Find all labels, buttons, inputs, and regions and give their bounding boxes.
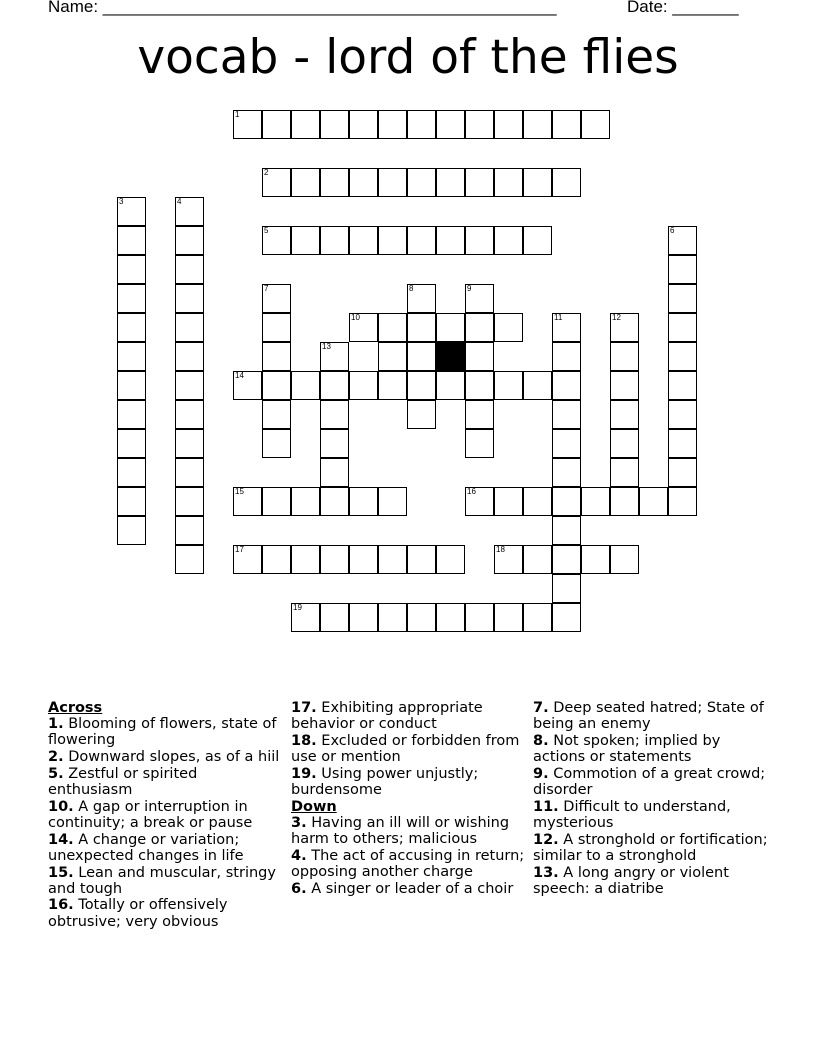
grid-cell[interactable] <box>117 284 146 313</box>
grid-cell[interactable] <box>436 313 465 342</box>
black-cell <box>436 342 465 371</box>
clue-number-label: 15. <box>48 864 74 881</box>
grid-cell[interactable] <box>175 371 204 400</box>
clue-number: 16 <box>467 487 476 496</box>
grid-cell[interactable] <box>262 313 291 342</box>
grid-cell[interactable] <box>117 516 146 545</box>
grid-cell[interactable] <box>668 313 697 342</box>
clue-number-label: 12. <box>533 831 559 848</box>
clues-column-1 <box>48 700 284 930</box>
clue-text: Not spoken; implied by actions or statements <box>533 732 721 766</box>
grid-cell[interactable] <box>523 487 552 516</box>
grid-cell[interactable] <box>291 110 320 139</box>
grid-cell[interactable] <box>668 371 697 400</box>
grid-cell[interactable] <box>494 603 523 632</box>
clue-text: A stronghold or fortification; similar to a stronghold <box>533 831 768 864</box>
grid-cell[interactable] <box>610 458 639 487</box>
grid-cell[interactable] <box>175 342 204 371</box>
grid-cell[interactable] <box>436 168 465 197</box>
clue-text: Lean and muscular, stringy and tough <box>48 864 276 897</box>
grid-cell[interactable] <box>378 371 407 400</box>
grid-cell[interactable] <box>465 168 494 197</box>
grid-cell[interactable] <box>117 371 146 400</box>
grid-cell[interactable] <box>175 197 204 226</box>
grid-cell[interactable] <box>552 313 581 342</box>
clue-text: Excluded or forbidden from use or mention <box>291 732 520 766</box>
grid-cell[interactable] <box>175 545 204 574</box>
grid-cell[interactable] <box>494 545 523 574</box>
grid-cell[interactable] <box>668 255 697 284</box>
grid-cell[interactable] <box>552 168 581 197</box>
grid-cell[interactable] <box>291 487 320 516</box>
grid-cell[interactable] <box>117 458 146 487</box>
clue-number: 19 <box>293 603 302 612</box>
grid-cell[interactable] <box>262 545 291 574</box>
clue-number: 1 <box>235 110 240 119</box>
clue-text: Blooming of flowers, state of flowering <box>48 716 277 749</box>
clue-text: A change or variation; unexpected changes in life <box>48 831 244 864</box>
clue-number-label: 16. <box>48 897 74 914</box>
grid-cell[interactable] <box>320 487 349 516</box>
clue-number-label: 18. <box>291 732 317 749</box>
grid-cell[interactable] <box>378 545 407 574</box>
grid-cell[interactable] <box>610 429 639 458</box>
grid-cell[interactable] <box>668 487 697 516</box>
grid-cell[interactable] <box>378 168 407 197</box>
clue-text: Deep seated hatred; State of being an enemy <box>533 700 764 733</box>
grid-cell[interactable] <box>320 603 349 632</box>
grid-cell[interactable] <box>668 458 697 487</box>
grid-cell[interactable] <box>320 226 349 255</box>
grid-cell[interactable] <box>465 284 494 313</box>
grid-cell[interactable] <box>291 545 320 574</box>
grid-cell[interactable] <box>407 313 436 342</box>
clue-number: 12 <box>612 313 621 322</box>
grid-cell[interactable] <box>407 284 436 313</box>
name-field[interactable]: Name: ________________________________________________ <box>48 0 557 16</box>
clue-number-label: 4. <box>291 847 307 864</box>
grid-cell[interactable] <box>378 487 407 516</box>
clue-text: Difficult to understand, mysterious <box>533 798 731 831</box>
clue-number: 3 <box>119 197 124 206</box>
grid-cell[interactable] <box>465 400 494 429</box>
grid-cell[interactable] <box>262 284 291 313</box>
grid-cell[interactable] <box>175 284 204 313</box>
clue-number: 8 <box>409 284 414 293</box>
grid-cell[interactable] <box>407 603 436 632</box>
clue-number: 18 <box>496 545 505 554</box>
grid-cell[interactable] <box>610 371 639 400</box>
clue-across <box>48 749 284 765</box>
clue-number-label: 10. <box>48 798 74 815</box>
grid-cell[interactable] <box>349 603 378 632</box>
down-heading: Down <box>291 798 337 815</box>
grid-cell[interactable] <box>407 371 436 400</box>
clue-number-label: 14. <box>48 831 74 848</box>
grid-cell[interactable] <box>465 603 494 632</box>
grid-cell[interactable] <box>291 371 320 400</box>
grid-cell[interactable] <box>407 226 436 255</box>
clue-number-label: 9. <box>533 765 549 782</box>
grid-cell[interactable] <box>117 487 146 516</box>
clue-down <box>291 848 527 880</box>
clue-across <box>48 897 284 929</box>
grid-cell[interactable] <box>349 371 378 400</box>
grid-cell[interactable] <box>233 487 262 516</box>
clue-text: Using power unjustly; burdensome <box>291 765 479 799</box>
grid-cell[interactable] <box>494 487 523 516</box>
grid-cell[interactable] <box>378 313 407 342</box>
clue-across <box>48 799 284 831</box>
clue-number: 13 <box>322 342 331 351</box>
clue-text: A singer or leader of a choir <box>311 880 514 897</box>
clue-text: Downward slopes, as of a hiil <box>68 749 280 766</box>
clue-down <box>533 832 769 864</box>
grid-cell[interactable] <box>117 255 146 284</box>
grid-cell[interactable] <box>465 342 494 371</box>
clue-across <box>48 766 284 798</box>
grid-cell[interactable] <box>610 487 639 516</box>
grid-cell[interactable] <box>494 110 523 139</box>
clue-text: The act of accusing in return; opposing another charge <box>291 847 525 881</box>
grid-cell[interactable] <box>320 168 349 197</box>
clue-text: Zestful or spirited enthusiasm <box>48 765 198 799</box>
clue-number-label: 2. <box>48 749 64 766</box>
grid-cell[interactable] <box>320 342 349 371</box>
grid-cell[interactable] <box>552 342 581 371</box>
grid-cell[interactable] <box>668 226 697 255</box>
clue-down <box>533 700 769 732</box>
grid-cell[interactable] <box>407 545 436 574</box>
grid-cell[interactable] <box>262 487 291 516</box>
grid-cell[interactable] <box>436 226 465 255</box>
grid-cell[interactable] <box>291 168 320 197</box>
grid-cell[interactable] <box>552 458 581 487</box>
across-heading: Across <box>48 700 103 716</box>
clue-number-label: 11. <box>533 798 559 815</box>
clue-text: Totally or offensively obtrusive; very obvious <box>48 897 228 930</box>
grid-cell[interactable] <box>378 342 407 371</box>
clue-across <box>48 832 284 864</box>
grid-cell[interactable] <box>291 603 320 632</box>
grid-cell[interactable] <box>465 429 494 458</box>
clue-number-label: 17. <box>291 700 317 716</box>
grid-cell[interactable] <box>320 400 349 429</box>
grid-cell[interactable] <box>262 110 291 139</box>
clue-number: 5 <box>264 226 269 235</box>
grid-cell[interactable] <box>639 487 668 516</box>
grid-cell[interactable] <box>552 603 581 632</box>
clue-down <box>533 733 769 765</box>
grid-cell[interactable] <box>233 545 262 574</box>
page-title: vocab - lord of the flies <box>137 30 679 85</box>
grid-cell[interactable] <box>465 226 494 255</box>
clue-number: 14 <box>235 371 244 380</box>
clue-number: 6 <box>670 226 675 235</box>
grid-cell[interactable] <box>552 429 581 458</box>
clue-number: 10 <box>351 313 360 322</box>
grid-cell[interactable] <box>552 371 581 400</box>
clue-down <box>533 766 769 798</box>
date-field[interactable]: Date: _______ <box>627 0 739 16</box>
grid-cell[interactable] <box>581 545 610 574</box>
clue-across <box>291 700 527 732</box>
grid-cell[interactable] <box>175 400 204 429</box>
clue-text: A gap or interruption in continuity; a break or pause <box>48 798 253 831</box>
clue-down <box>533 799 769 831</box>
grid-cell[interactable] <box>494 313 523 342</box>
grid-cell[interactable] <box>465 313 494 342</box>
grid-cell[interactable] <box>378 603 407 632</box>
clue-number-label: 3. <box>291 814 307 831</box>
clue-number: 17 <box>235 545 244 554</box>
grid-cell[interactable] <box>407 400 436 429</box>
clue-number-label: 13. <box>533 864 559 881</box>
grid-cell[interactable] <box>262 429 291 458</box>
grid-cell[interactable] <box>117 197 146 226</box>
grid-cell[interactable] <box>668 284 697 313</box>
grid-cell[interactable] <box>465 371 494 400</box>
grid-cell[interactable] <box>349 226 378 255</box>
grid-cell[interactable] <box>581 487 610 516</box>
grid-cell[interactable] <box>436 110 465 139</box>
grid-cell[interactable] <box>349 110 378 139</box>
grid-cell[interactable] <box>378 110 407 139</box>
grid-cell[interactable] <box>581 110 610 139</box>
grid-cell[interactable] <box>262 342 291 371</box>
clue-down <box>291 881 527 897</box>
grid-cell[interactable] <box>436 603 465 632</box>
grid-cell[interactable] <box>175 313 204 342</box>
grid-cell[interactable] <box>494 371 523 400</box>
grid-cell[interactable] <box>117 342 146 371</box>
grid-cell[interactable] <box>175 429 204 458</box>
grid-cell[interactable] <box>175 487 204 516</box>
clues-column-2 <box>291 700 527 897</box>
grid-cell[interactable] <box>668 400 697 429</box>
clue-across <box>48 865 284 897</box>
grid-cell[interactable] <box>610 545 639 574</box>
grid-cell[interactable] <box>378 226 407 255</box>
clue-number-label: 7. <box>533 700 549 716</box>
grid-cell[interactable] <box>117 400 146 429</box>
grid-cell[interactable] <box>320 545 349 574</box>
grid-cell[interactable] <box>552 487 581 516</box>
grid-cell[interactable] <box>465 487 494 516</box>
clue-across <box>291 733 527 765</box>
grid-cell[interactable] <box>320 371 349 400</box>
clue-down <box>291 815 527 847</box>
grid-cell[interactable] <box>523 110 552 139</box>
clue-number-label: 19. <box>291 765 317 782</box>
grid-cell[interactable] <box>349 168 378 197</box>
grid-cell[interactable] <box>494 226 523 255</box>
grid-cell[interactable] <box>291 226 320 255</box>
grid-cell[interactable] <box>465 110 494 139</box>
grid-cell[interactable] <box>523 226 552 255</box>
grid-cell[interactable] <box>407 342 436 371</box>
grid-cell[interactable] <box>175 226 204 255</box>
clue-number-label: 1. <box>48 716 64 733</box>
grid-cell[interactable] <box>117 429 146 458</box>
clue-number-label: 5. <box>48 765 64 782</box>
grid-cell[interactable] <box>349 313 378 342</box>
grid-cell[interactable] <box>436 371 465 400</box>
clue-number: 7 <box>264 284 269 293</box>
grid-cell[interactable] <box>494 168 523 197</box>
clue-number-label: 8. <box>533 732 549 749</box>
clue-number: 9 <box>467 284 472 293</box>
grid-cell[interactable] <box>552 516 581 545</box>
clue-text: Commotion of a great crowd; disorder <box>533 765 766 799</box>
clue-number: 11 <box>554 313 563 322</box>
clues-column-3 <box>533 700 769 897</box>
grid-cell[interactable] <box>552 400 581 429</box>
grid-cell[interactable] <box>668 342 697 371</box>
grid-cell[interactable] <box>320 458 349 487</box>
grid-cell[interactable] <box>262 371 291 400</box>
grid-cell[interactable] <box>610 313 639 342</box>
grid-cell[interactable] <box>552 574 581 603</box>
grid-cell[interactable] <box>117 313 146 342</box>
grid-cell[interactable] <box>262 400 291 429</box>
grid-cell[interactable] <box>117 226 146 255</box>
clue-across <box>48 716 284 748</box>
grid-cell[interactable] <box>320 110 349 139</box>
grid-cell[interactable] <box>262 226 291 255</box>
grid-cell[interactable] <box>407 110 436 139</box>
grid-cell[interactable] <box>523 168 552 197</box>
grid-cell[interactable] <box>175 255 204 284</box>
clue-across <box>291 766 527 798</box>
grid-cell[interactable] <box>320 429 349 458</box>
grid-cell[interactable] <box>349 487 378 516</box>
clue-number-label: 6. <box>291 880 307 897</box>
clue-down <box>533 865 769 897</box>
grid-cell[interactable] <box>407 168 436 197</box>
grid-cell[interactable] <box>523 545 552 574</box>
grid-cell[interactable] <box>523 603 552 632</box>
clue-number: 15 <box>235 487 244 496</box>
clue-number: 4 <box>177 197 182 206</box>
grid-cell[interactable] <box>349 545 378 574</box>
grid-cell[interactable] <box>436 545 465 574</box>
grid-cell[interactable] <box>552 545 581 574</box>
grid-cell[interactable] <box>552 110 581 139</box>
clue-text: Having an ill will or wishing harm to others; malicious <box>291 814 510 848</box>
grid-cell[interactable] <box>610 342 639 371</box>
clue-number: 2 <box>264 168 269 177</box>
grid-cell[interactable] <box>262 168 291 197</box>
grid-cell[interactable] <box>610 400 639 429</box>
clue-text: Exhibiting appropriate behavior or conduct <box>291 700 483 733</box>
grid-cell[interactable] <box>175 516 204 545</box>
clue-text: A long angry or violent speech: a diatribe <box>533 864 729 897</box>
grid-cell[interactable] <box>233 110 262 139</box>
grid-cell[interactable] <box>668 429 697 458</box>
grid-cell[interactable] <box>233 371 262 400</box>
grid-cell[interactable] <box>523 371 552 400</box>
grid-cell[interactable] <box>175 458 204 487</box>
